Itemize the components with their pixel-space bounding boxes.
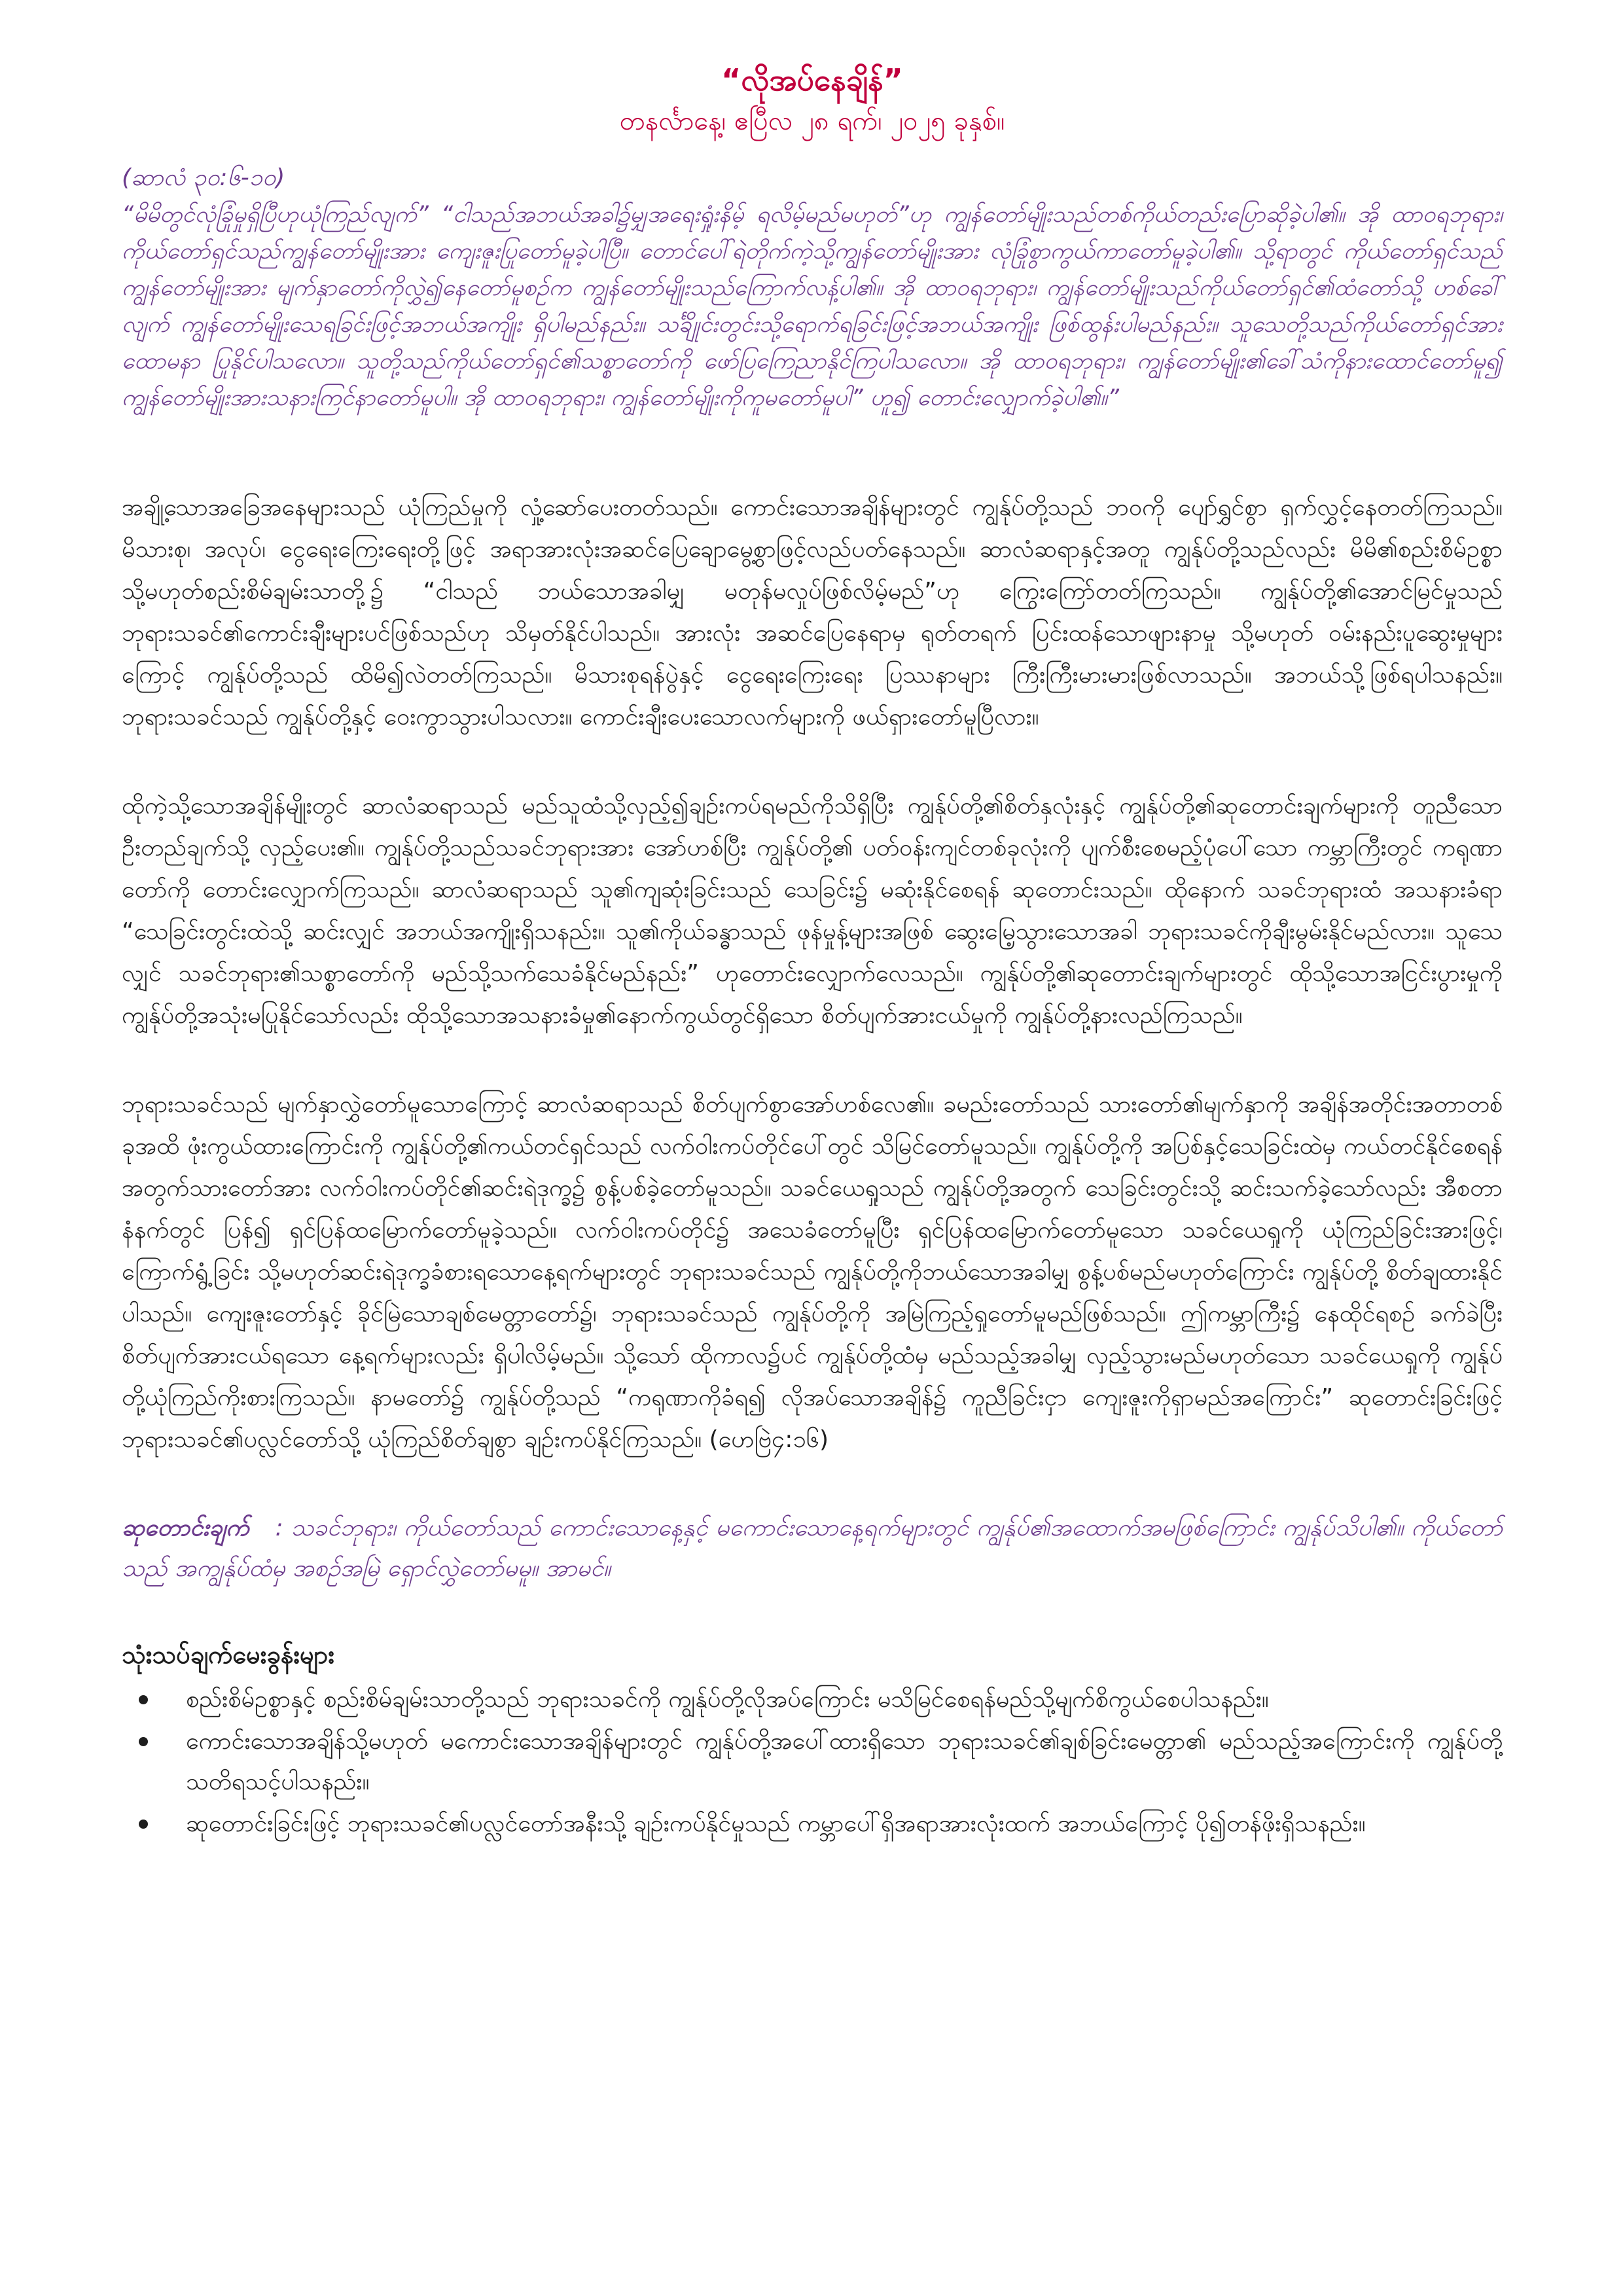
- body-paragraph-3: ဘုရားသခင်သည် မျက်နှာလွှဲတော်မူသောကြောင့် ဆာလံဆရာသည် စိတ်ပျက်စွာအော်ဟစ်လေ၏။ ခမည်းတော်သည် သားတော်၏မျက်နှာကို အချိန်အတိုင်းအတာတစ်ခုအထိ ဖုံးကွယ်ထားကြောင်းကို ကျွန်ုပ်တို့၏ကယ်တင်ရှင်သည် လက်ဝါးကပ်တိုင်ပေါ်တွင် သိမြင်တော်မူသည်။ ကျွန်ုပ်တို့ကို အပြစ်နှင့်သေခြင်းထဲမှ ကယ်တင်နိုင်စေရန်အတွက်သားတော်အား လက်ဝါးကပ်တိုင်၏ဆင်းရဲဒုက္ခ၌ စွန့်ပစ်ခဲ့တော်မူသည်။ သခင်ယေရှုသည် ကျွန်ုပ်တို့အတွက် သေခြင်းတွင်းသို့ ဆင်းသက်ခဲ့သော်လည်း အီစတာနံနက်တွင် ပြန်၍ ရှင်ပြန်ထမြောက်တော်မူခဲ့သည်။ လက်ဝါးကပ်တိုင်၌ အသေခံတော်မူပြီး ရှင်ပြန်ထမြောက်တော်မူသော သခင်ယေရှုကို ယုံကြည်ခြင်းအားဖြင့်၊ ကြောက်ရွံ့ခြင်း သို့မဟုတ်ဆင်းရဲဒုက္ခခံစားရသောနေ့ရက်များတွင် ဘုရားသခင်သည် ကျွန်ုပ်တို့ကိုဘယ်သောအခါမျှ စွန့်ပစ်မည်မဟုတ်ကြောင်း ကျွန်ုပ်တို့ စိတ်ချထားနိုင်ပါသည်။ ကျေးဇူးတော်နှင့် ခိုင်မြဲသောချစ်မေတ္တာတော်၌၊ ဘုရားသခင်သည် ကျွန်ုပ်တို့ကို အမြဲကြည့်ရှုတော်မူမည်ဖြစ်သည်။ ဤကမ္ဘာကြီး၌ နေထိုင်ရစဉ် ခက်ခဲပြီး စိတ်ပျက်အားငယ်ရသော နေ့ရက်များလည်း ရှိပါလိမ့်မည်။ သို့သော် ထိုကာလ၌ပင် ကျွန်ုပ်တို့ထံမှ မည်သည့်အခါမျှ လှည့်သွားမည်မဟုတ်သော သခင်ယေရှုကို ကျွန်ုပ်တို့ယုံကြည်ကိုးစားကြသည်။ နာမတော်၌ ကျွန်ုပ်တို့သည် “ကရုဏာကိုခံရ၍ လိုအပ်သောအချိန်၌ ကူညီခြင်းငှာ ကျေးဇူးကိုရှာမည်အကြောင်း” ဆုတောင်းခြင်းဖြင့် ဘုရားသခင်၏ပလ္လင်တော်သို့ ယုံကြည်စိတ်ချစွာ ချဉ်းကပ်နိုင်ကြသည်။ (ဟေဗြဲ၄:၁၆): [122, 1091, 1503, 1453]
- reflection-item: [122, 1804, 1503, 1844]
- reflection-item-text: ကောင်းသောအချိန်သို့မဟုတ် မကောင်းသောအချိန်များတွင် ကျွန်ုပ်တို့အပေါ်ထားရှိသော ဘုရားသခင်၏ချစ်ခြင်းမေတ္တာ၏ မည်သည့်အကြောင်းကို ကျွန်ုပ်တို့ သတိရသင့်ပါသနည်း။: [186, 1728, 1503, 1795]
- page-title: “လိုအပ်နေချိန်”: [721, 62, 903, 98]
- reflection-item-text: ဆုတောင်းခြင်းဖြင့် ဘုရားသခင်၏ပလ္လင်တော်အနီးသို့ ချဉ်းကပ်နိုင်မှုသည် ကမ္ဘာပေါ်ရှိအရာအားလုံးထက် အဘယ်ကြောင့် ပို၍တန်ဖိုးရှိသနည်း။: [186, 1810, 1366, 1837]
- devotional-page: [122, 59, 1503, 1846]
- reflection-title: သုံးသပ်ချက်မေးခွန်းများ: [122, 1640, 335, 1669]
- reflection-item-text: စည်းစိမ်ဥစ္စာနှင့် စည်းစိမ်ချမ်းသာတို့သည် ဘုရားသခင်ကို ကျွန်ုပ်တို့လိုအပ်ကြောင်း မသိမြင်စေရန်မည်သို့မျက်စိကွယ်စေပါသနည်း။: [186, 1686, 1269, 1713]
- body-paragraph-2: ထိုကဲ့သို့သောအချိန်မျိုးတွင် ဆာလံဆရာသည် မည်သူထံသို့လှည့်၍ချဉ်းကပ်ရမည်ကိုသိရှိပြီး ကျွန်ုပ်တို့၏စိတ်နှလုံးနှင့် ကျွန်ုပ်တို့၏ဆုတောင်းချက်များကို တူညီသောဦးတည်ချက်သို့ လှည့်ပေး၏။ ကျွန်ုပ်တို့သည်သခင်ဘုရားအား အော်ဟစ်ပြီး ကျွန်ုပ်တို့၏ ပတ်ဝန်းကျင်တစ်ခုလုံးကို ပျက်စီးစေမည့်ပုံပေါ်သော ကမ္ဘာကြီးတွင် ကရုဏာတော်ကို တောင်းလျှောက်ကြသည်။ ဆာလံဆရာသည် သူ၏ကျဆုံးခြင်းသည် သေခြင်း၌ မဆုံးနိုင်စေရန် ဆုတောင်းသည်။ ထိုနောက် သခင်ဘုရားထံ အသနားခံရာ “သေခြင်းတွင်းထဲသို့ ဆင်းလျှင် အဘယ်အကျိုးရှိသနည်း။ သူ၏ကိုယ်ခန္ဓာသည် ဖုန်မှုန့်များအဖြစ် ဆွေးမြေ့သွားသောအခါ ဘုရားသခင်ကိုချီးမွမ်းနိုင်မည်လား။ သူသေလျှင် သခင်ဘုရား၏သစ္စာတော်ကို မည်သို့သက်သေခံနိုင်မည်နည်း” ဟုတောင်းလျှောက်လေသည်။ ကျွန်ုပ်တို့၏ဆုတောင်းချက်များတွင် ထိုသို့သောအငြင်းပွားမှုကို ကျွန်ုပ်တို့အသုံးမပြုနိုင်သော်လည်း ထိုသို့သောအသနားခံမှု၏နောက်ကွယ်တွင်ရှိသော စိတ်ပျက်အားငယ်မှုကို ကျွန်ုပ်တို့နားလည်ကြသည်။: [122, 793, 1503, 1029]
- prayer-label: [122, 1515, 249, 1541]
- reflection-item: [122, 1679, 1503, 1720]
- page-date: တနင်္လာနေ့၊ ဧပြီလ ၂၈ ရက်၊ ၂၀၂၅ ခုနှစ်။: [619, 106, 1005, 136]
- scripture-reference: (ဆာလံ ၃၀:၆-၁၀): [122, 164, 285, 191]
- prayer-block: [122, 1508, 1503, 1589]
- bullet-icon: [139, 1695, 148, 1704]
- prayer-separator: :: [275, 1515, 283, 1541]
- prayer-text: သခင်ဘုရား၊ ကိုယ်တော်သည် ကောင်းသောနေ့နှင့် မကောင်းသောနေ့ရက်များတွင် ကျွန်ုပ်၏အထောက်အမဖြစ်ကြောင်း ကျွန်ုပ်သိပါ၏။ ကိုယ်တော်သည် အကျွန်ုပ်ထံမှ အစဉ်အမြဲ ရှောင်လွှဲတော်မမူ။ အာမင်။: [122, 1515, 1503, 1582]
- prayer-label-text: ဆုတောင်းချက်: [122, 1515, 249, 1541]
- bullet-icon: [139, 1820, 148, 1829]
- reflection-list: [122, 1679, 1503, 1844]
- scripture-passage: “မိမိတွင်လုံခြုံမှုရှိပြီဟုယုံကြည်လျက်” “ငါသည်အဘယ်အခါ၌မျှအရေးရှုံးနိမ့် ရလိမ့်မည်မဟုတ်”ဟု ကျွန်တော်မျိုးသည်တစ်ကိုယ်တည်းပြောဆိုခဲ့ပါ၏။ အို ထာဝရဘုရား၊ ကိုယ်တော်ရှင်သည်ကျွန်တော်မျိုးအား ကျေးဇူးပြုတော်မူခဲ့ပါပြီ။ တောင်ပေါ်ရဲတိုက်ကဲ့သို့ကျွန်တော်မျိုးအား လုံခြုံစွာကွယ်ကာတော်မူခဲ့ပါ၏။ သို့ရာတွင် ကိုယ်တော်ရှင်သည်ကျွန်တော်မျိုးအား မျက်နှာတော်ကိုလွှဲ၍နေတော်မူစဉ်က ကျွန်တော်မျိုးသည်ကြောက်လန့်ပါ၏။ အို ထာဝရဘုရား၊ ကျွန်တော်မျိုးသည်ကိုယ်တော်ရှင်၏ထံတော်သို့ ဟစ်ခေါ်လျက် ကျွန်တော်မျိုးသေရခြင်းဖြင့်အဘယ်အကျိုး ရှိပါမည်နည်း။ သင်္ချိုင်းတွင်းသို့ရောက်ရခြင်းဖြင့်အဘယ်အကျိုး ဖြစ်ထွန်းပါမည်နည်း။ သူသေတို့သည်ကိုယ်တော်ရှင်အားထောမနာ ပြုနိုင်ပါသလော။ သူတို့သည်ကိုယ်တော်ရှင်၏သစ္စာတော်ကို ဖော်ပြကြေညာနိုင်ကြပါသလော။ အို ထာဝရဘုရား၊ ကျွန်တော်မျိုး၏ခေါ်သံကိုနားထောင်တော်မူ၍ ကျွန်တော်မျိုးအားသနားကြင်နာတော်မူပါ။ အို ထာဝရဘုရား၊ ကျွန်တော်မျိုးကိုကူမတော်မူပါ” ဟူ၍ တောင်းလျှောက်ခဲ့ပါ၏။”: [122, 202, 1503, 411]
- bullet-icon: [139, 1737, 148, 1746]
- reflection-item: [122, 1721, 1503, 1803]
- body-paragraph-1: အချို့သောအခြေအနေများသည် ယုံကြည်မှုကို လှုံ့ဆော်ပေးတတ်သည်။ ကောင်းသောအချိန်များတွင် ကျွန်ုပ်တို့သည် ဘဝကို ပျော်ရွှင်စွာ ရှက်လွှင့်နေတတ်ကြသည်။ မိသားစု၊ အလုပ်၊ ငွေရေးကြေးရေးတို့ဖြင့် အရာအားလုံးအဆင်ပြေချောမွေ့စွာဖြင့်လည်ပတ်နေသည်။ ဆာလံဆရာနှင့်အတူ ကျွန်ုပ်တို့သည်လည်း မိမိ၏စည်းစိမ်ဥစ္စာ သို့မဟုတ်စည်းစိမ်ချမ်းသာတို့၌ “ငါသည် ဘယ်သောအခါမျှ မတုန်မလှုပ်ဖြစ်လိမ့်မည်”ဟု ကြွေးကြော်တတ်ကြသည်။ ကျွန်ုပ်တို့၏အောင်မြင်မှုသည် ဘုရားသခင်၏ကောင်းချီးများပင်ဖြစ်သည်ဟု သိမှတ်နိုင်ပါသည်။ အားလုံး အဆင်ပြေနေရာမှ ရုတ်တရက် ပြင်းထန်သောဖျားနာမှု သို့မဟုတ် ဝမ်းနည်းပူဆွေးမှုများကြောင့် ကျွန်ုပ်တို့သည် ထိမိ၍လဲတတ်ကြသည်။ မိသားစုရန်ပွဲနှင့် ငွေရေးကြေးရေး ပြဿနာများ ကြီးကြီးမားမားဖြစ်လာသည်။ အဘယ်သို့ဖြစ်ရပါသနည်း။ ဘုရားသခင်သည် ကျွန်ုပ်တို့နှင့် ဝေးကွာသွားပါသလား။ ကောင်းချီးပေးသောလက်များကို ဖယ်ရှားတော်မူပြီလား။: [122, 494, 1503, 730]
